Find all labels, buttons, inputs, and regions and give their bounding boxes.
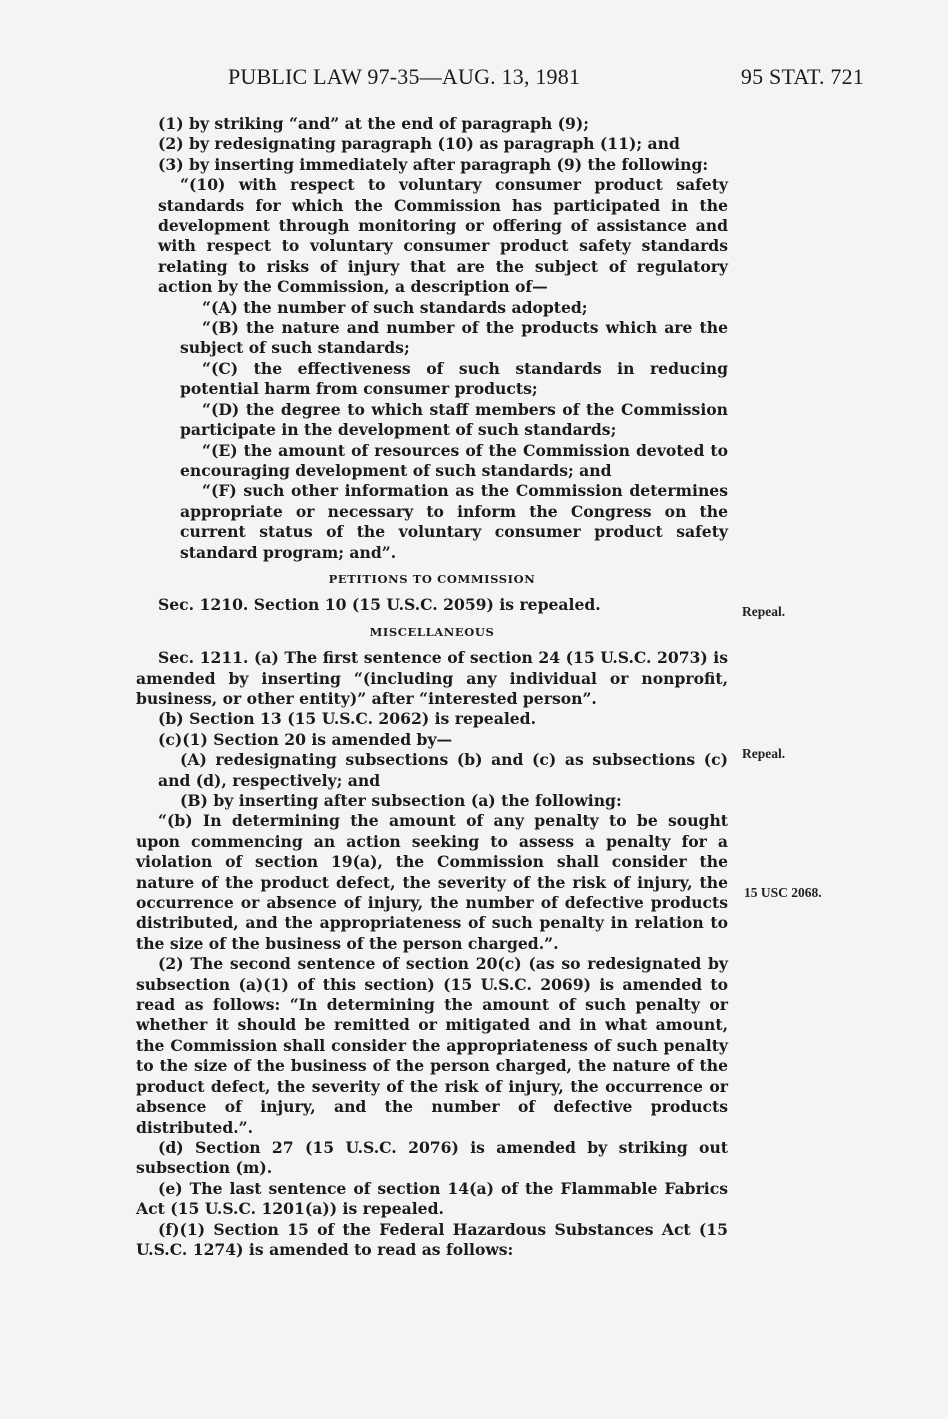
margin-note-repeal: Repeal. [742, 746, 786, 761]
paragraph: (A) redesignating subsections (b) and (c) as subsections (c) and (d), respectively; and [158, 750, 728, 790]
paragraph: (c)(1) Section 20 is amended by— [158, 729, 453, 749]
header-page-number: 95 STAT. 721 [740, 64, 864, 89]
paragraph: “(E) the amount of resources of the Commission devoted to encouraging development of such standards; and [180, 440, 728, 480]
paragraph: (f)(1) Section 15 of the Federal Hazardous Substances Act (15 U.S.C. 1274) is amended to read as follows: [136, 1219, 728, 1259]
paragraph: “(B) the nature and number of the products which are the subject of such standards; [180, 318, 728, 358]
paragraph: “(C) the effectiveness of such standards in reducing potential harm from consumer products; [180, 358, 728, 399]
paragraph: “(10) with respect to voluntary consumer product safety standards for which the Commission has participated in the development through monitoring or offering of assistance and with respect to voluntary consumer product safety standards relating to risks of injury that are the subject of regulatory action by the Commission, a description of— [158, 175, 728, 297]
paragraph: (b) Section 13 (15 U.S.C. 2062) is repealed. [158, 709, 537, 729]
paragraph: (d) Section 27 (15 U.S.C. 2076) is amended by striking out subsection (m). [136, 1137, 728, 1178]
section-1211: Sec. 1211. (a) The first sentence of section 24 (15 U.S.C. 2073) is amended by inserting “(including any individual or nonprofit, business, or other entity)” after “interested person”. [136, 648, 728, 708]
paragraph: (2) by redesignating paragraph (10) as paragraph (11); and [158, 134, 680, 154]
section-1210: Sec. 1210. Section 10 (15 U.S.C. 2059) is repealed. [158, 595, 601, 615]
paragraph: “(A) the number of such standards adopted; [202, 297, 588, 317]
margin-note-repeal: Repeal. [742, 604, 786, 619]
paragraph: “(b) In determining the amount of any penalty to be sought upon commencing an action seeking to assess a penalty for a violation of section 19(a), the Commission shall consider the nature of the product defect, the severity of the risk of injury, the occurrence or absence of injury, the number of defective products distributed, and the appropriateness of such penalty in relation to the size of the business of the person charged.”. [136, 811, 728, 953]
paragraph: (B) by inserting after subsection (a) the following: [180, 791, 622, 810]
section-heading-miscellaneous: MISCELLANEOUS [369, 624, 495, 639]
section-heading-petitions: PETITIONS TO COMMISSION [328, 571, 536, 586]
paragraph: (1) by striking “and” at the end of paragraph (9); [158, 114, 589, 133]
header-title: PUBLIC LAW 97-35—AUG. 13, 1981 [228, 64, 581, 89]
paragraph: (e) The last sentence of section 14(a) of the Flammable Fabrics Act (15 U.S.C. 1201(a)) is repealed. [136, 1178, 728, 1219]
body-text [136, 114, 728, 1260]
paragraph: (3) by inserting immediately after paragraph (9) the following: [158, 154, 709, 174]
margin-note-citation: 15 USC 2068. [744, 885, 822, 900]
paragraph: “(D) the degree to which staff members of the Commission participate in the development of such standards; [180, 399, 728, 440]
paragraph: “(F) such other information as the Commission determines appropriate or necessary to inform the Congress on the current status of the voluntary consumer product safety standard program; and”. [180, 481, 728, 562]
paragraph: (2) The second sentence of section 20(c) (as so redesignated by subsection (a)(1) of this section) (15 U.S.C. 2069) is amended to read as follows: “In determining the amount of such penalty or whether it should be remitted or mitigated and in what amount, the Commission shall consider the appropriateness of such penalty to the size of the business of the person charged, the nature of the product defect, the severity of the risk of injury, the occurrence or absence of injury, and the number of defective products distributed.”. [136, 954, 728, 1137]
